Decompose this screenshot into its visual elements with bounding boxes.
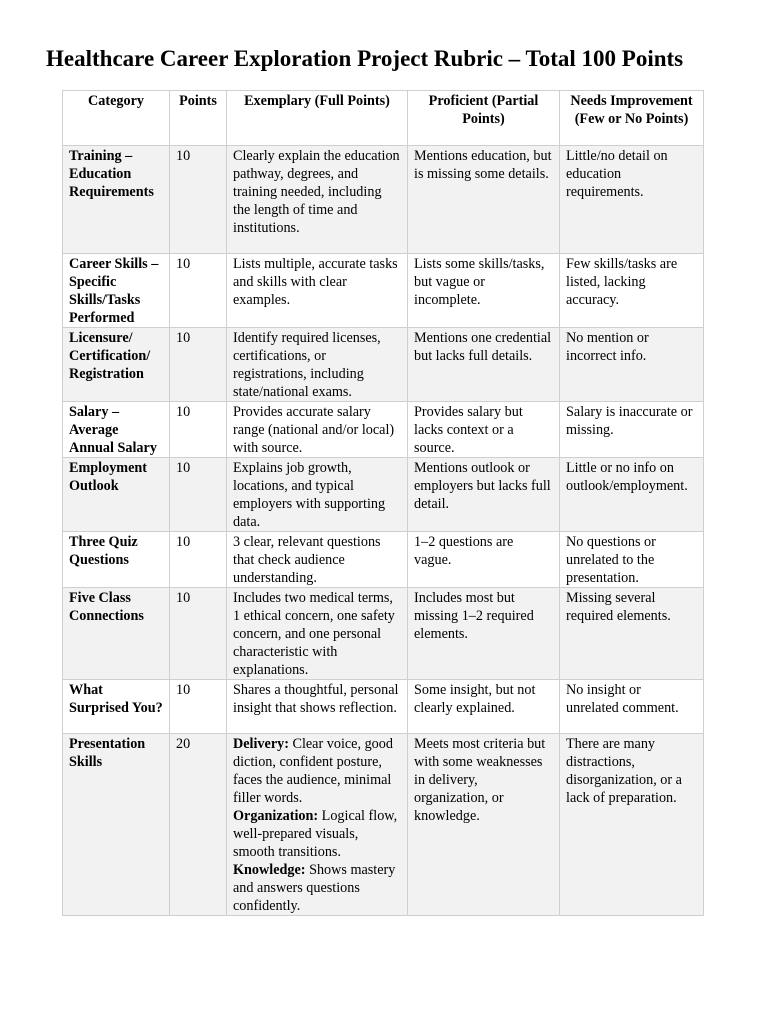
table-row xyxy=(63,588,704,680)
points-cell: 10 xyxy=(170,254,227,328)
category-cell: Presentation Skills xyxy=(63,734,170,916)
proficient-cell: Mentions one credential but lacks full details. xyxy=(408,328,560,402)
category-cell: Salary – Average Annual Salary xyxy=(63,402,170,458)
points-cell: 10 xyxy=(170,146,227,254)
exemplary-cell: Identify required licenses, certifications, or registrations, including state/national exams. xyxy=(227,328,408,402)
proficient-cell: Meets most criteria but with some weaknesses in delivery, organization, or knowledge. xyxy=(408,734,560,916)
exemplary-cell xyxy=(227,734,408,916)
header-category: Category xyxy=(63,91,170,146)
exemplary-cell: Shares a thoughtful, personal insight that shows reflection. xyxy=(227,680,408,734)
header-exemplary: Exemplary (Full Points) xyxy=(227,91,408,146)
table-row xyxy=(63,328,704,402)
proficient-cell: 1–2 questions are vague. xyxy=(408,532,560,588)
knowledge-text: Shows mastery and answers questions confidently. xyxy=(233,862,396,914)
organization-label: Organization: xyxy=(233,808,319,824)
category-cell: Career Skills – Specific Skills/Tasks Performed xyxy=(63,254,170,328)
exemplary-cell: Clearly explain the education pathway, degrees, and training needed, including the length of time and institutions. xyxy=(227,146,408,254)
proficient-cell: Provides salary but lacks context or a source. xyxy=(408,402,560,458)
needs-improvement-cell: No mention or incorrect info. xyxy=(560,328,704,402)
category-cell: Training – Education Requirements xyxy=(63,146,170,254)
organization-text: Logical flow, well-prepared visuals, smooth transitions. xyxy=(233,808,398,860)
header-proficient: Proficient (Partial Points) xyxy=(408,91,560,146)
points-cell: 10 xyxy=(170,402,227,458)
category-cell: Three Quiz Questions xyxy=(63,532,170,588)
category-cell: What Surprised You? xyxy=(63,680,170,734)
points-cell: 10 xyxy=(170,680,227,734)
header-needs-improvement: Needs Improvement (Few or No Points) xyxy=(560,91,704,146)
needs-improvement-cell: Little/no detail on education requirements. xyxy=(560,146,704,254)
proficient-cell: Mentions education, but is missing some details. xyxy=(408,146,560,254)
exemplary-cell: Lists multiple, accurate tasks and skills with clear examples. xyxy=(227,254,408,328)
header-points: Points xyxy=(170,91,227,146)
rubric-table xyxy=(62,90,704,916)
points-cell: 10 xyxy=(170,588,227,680)
exemplary-cell: 3 clear, relevant questions that check audience understanding. xyxy=(227,532,408,588)
table-row xyxy=(63,402,704,458)
proficient-cell: Some insight, but not clearly explained. xyxy=(408,680,560,734)
page-title: Healthcare Career Exploration Project Rubric – Total 100 Points xyxy=(46,46,684,71)
delivery-label: Delivery: xyxy=(233,736,289,752)
proficient-cell: Mentions outlook or employers but lacks full detail. xyxy=(408,458,560,532)
points-cell: 10 xyxy=(170,532,227,588)
category-cell: Licensure/ Certification/ Registration xyxy=(63,328,170,402)
table-row xyxy=(63,734,704,916)
needs-improvement-cell: Few skills/tasks are listed, lacking accuracy. xyxy=(560,254,704,328)
needs-improvement-cell: Salary is inaccurate or missing. xyxy=(560,402,704,458)
points-cell: 20 xyxy=(170,734,227,916)
needs-improvement-cell: No questions or unrelated to the presentation. xyxy=(560,532,704,588)
proficient-cell: Includes most but missing 1–2 required elements. xyxy=(408,588,560,680)
category-cell: Employment Outlook xyxy=(63,458,170,532)
exemplary-cell: Includes two medical terms, 1 ethical concern, one safety concern, and one personal characteristic with explanations. xyxy=(227,588,408,680)
needs-improvement-cell: Little or no info on outlook/employment. xyxy=(560,458,704,532)
exemplary-cell: Provides accurate salary range (national and/or local) with source. xyxy=(227,402,408,458)
needs-improvement-cell: There are many distractions, disorganization, or a lack of preparation. xyxy=(560,734,704,916)
table-row xyxy=(63,254,704,328)
needs-improvement-cell: No insight or unrelated comment. xyxy=(560,680,704,734)
delivery-text: Clear voice, good diction, confident posture, faces the audience, minimal filler words. xyxy=(233,736,393,806)
proficient-cell: Lists some skills/tasks, but vague or incomplete. xyxy=(408,254,560,328)
knowledge-label: Knowledge: xyxy=(233,862,306,878)
table-row xyxy=(63,146,704,254)
needs-improvement-cell: Missing several required elements. xyxy=(560,588,704,680)
table-row xyxy=(63,532,704,588)
points-cell: 10 xyxy=(170,328,227,402)
category-cell: Five Class Connections xyxy=(63,588,170,680)
exemplary-cell: Explains job growth, locations, and typical employers with supporting data. xyxy=(227,458,408,532)
table-row xyxy=(63,680,704,734)
table-row xyxy=(63,458,704,532)
header-row xyxy=(63,91,704,146)
points-cell: 10 xyxy=(170,458,227,532)
